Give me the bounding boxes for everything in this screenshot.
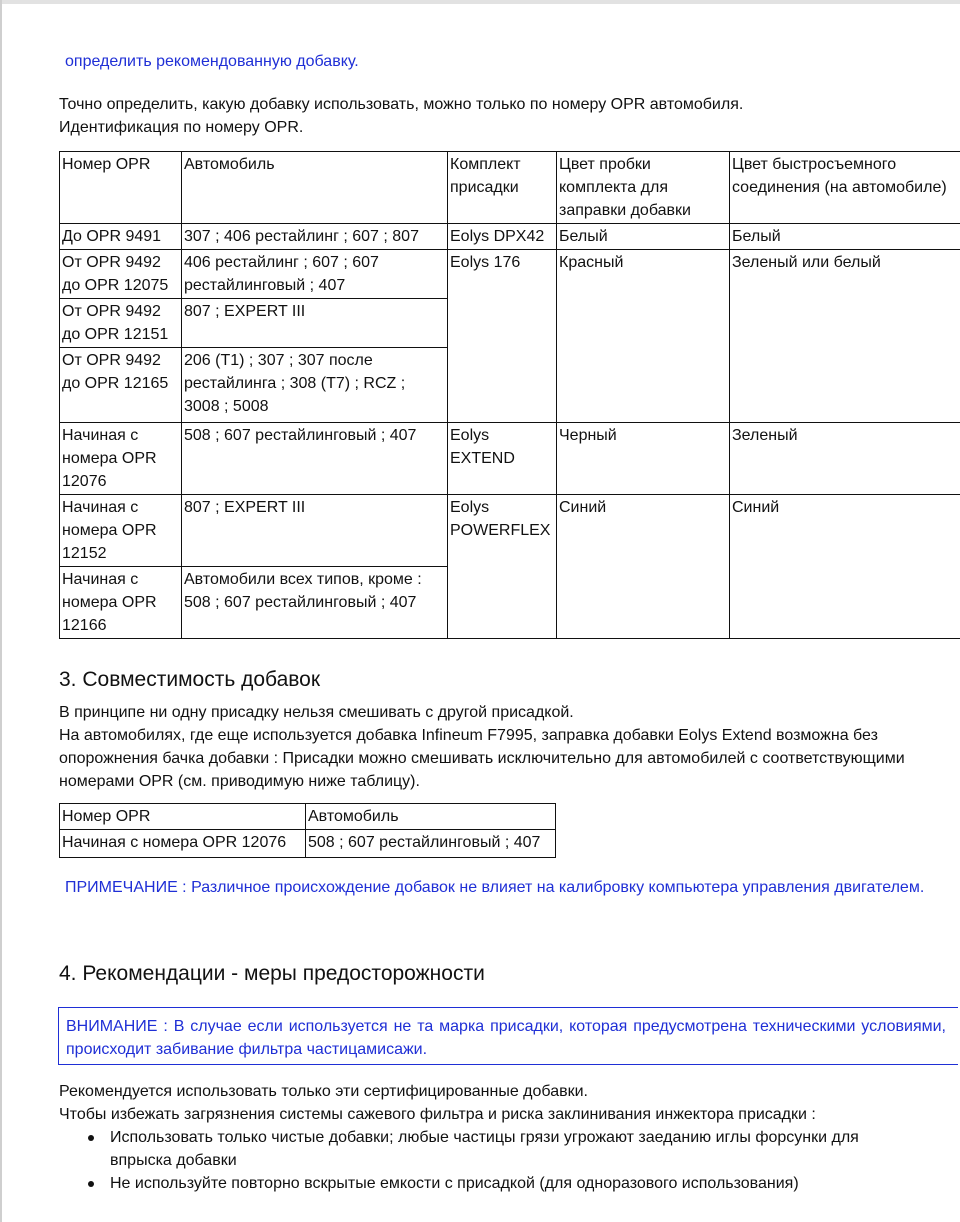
section-3-paragraph-2: На автомобилях, где еще используется добавка Infineum F7995, заправка добавки Eolys Extend возможна без опорожнения бачка добавки : Присадки можно смешивать исключительно для автомобилей с соответствующими номерами OPR (см. приводимую ниже таблицу).	[59, 727, 905, 790]
cell-connector-color: Зеленый	[730, 423, 960, 495]
table-row	[60, 495, 960, 567]
cell-car: 807 ; EXPERT III	[182, 495, 448, 567]
section-3-title: 3. Совместимость добавок	[59, 668, 321, 691]
cell-opr: От OPR 9492 до OPR 12151	[60, 299, 182, 348]
mixing-table	[59, 803, 556, 858]
cell-connector-color: Синий	[730, 495, 960, 639]
cell-kit: Eolys POWERFLEX	[448, 495, 557, 639]
header-connector-color: Цвет быстросъемного соединения (на автомобиле)	[730, 152, 960, 224]
section-4-paragraph-1: Рекомендуется использовать только эти сертифицированные добавки.	[59, 1083, 588, 1100]
cell-car: 406 рестайлинг ; 607 ; 607 рестайлинговый ; 407	[182, 250, 448, 299]
cell-kit: Eolys EXTEND	[448, 423, 557, 495]
cell-opr: Начиная с номера OPR 12152	[60, 495, 182, 567]
bullet-icon	[88, 1135, 94, 1141]
note-paragraph: ПРИМЕЧАНИЕ : Различное происхождение добавок не влияет на калибровку компьютера управления двигателем.	[65, 879, 925, 896]
cell-car: 508 ; 607 рестайлинговый ; 407	[182, 423, 448, 495]
section-4-title: 4. Рекомендации - меры предосторожности	[59, 962, 485, 985]
table-header-row	[60, 152, 960, 224]
table-row	[60, 423, 960, 495]
cell-kit: Eolys 176	[448, 250, 557, 423]
warning-text: ВНИМАНИЕ : В случае если используется не та марка присадки, которая предусмотрена техническими условиями, происходит забивание фильтра частицамисажи.	[66, 1018, 946, 1058]
header-kit: Комплект присадки	[448, 152, 557, 224]
cell-cap-color: Синий	[557, 495, 730, 639]
cell-car: 508 ; 607 рестайлинговый ; 407	[306, 830, 556, 858]
cell-car: Автомобили всех типов, кроме : 508 ; 607 рестайлинговый ; 407	[182, 567, 448, 639]
header-opr: Номер OPR	[60, 804, 306, 830]
precautions-list	[59, 1126, 919, 1195]
cell-opr: Начиная с номера OPR 12076	[60, 830, 306, 858]
table-row	[60, 830, 556, 858]
cell-opr: До OPR 9491	[60, 224, 182, 250]
section-3-paragraph-1: В принципе ни одну присадку нельзя смешивать с другой присадкой.	[59, 704, 574, 721]
intro-line-2: Идентификация по номеру OPR.	[59, 119, 304, 136]
top-edge	[0, 0, 960, 4]
page-left-edge	[0, 0, 2, 1222]
cell-opr: От OPR 9492 до OPR 12075	[60, 250, 182, 299]
cell-cap-color: Черный	[557, 423, 730, 495]
cell-connector-color: Зеленый или белый	[730, 250, 960, 423]
cell-opr: От OPR 9492 до OPR 12165	[60, 348, 182, 423]
list-item-text: Использовать только чистые добавки; любые частицы грязи угрожают заеданию иглы форсунки для впрыска добавки	[110, 1129, 859, 1169]
cell-cap-color: Белый	[557, 224, 730, 250]
cell-kit: Eolys DPX42	[448, 224, 557, 250]
recommended-additive-link[interactable]: определить рекомендованную добавку.	[65, 53, 359, 70]
intro-line-1: Точно определить, какую добавку использовать, можно только по номеру OPR автомобиля.	[59, 96, 744, 113]
section-4-paragraph-2: Чтобы избежать загрязнения системы сажевого фильтра и риска заклинивания инжектора присадки :	[59, 1106, 816, 1123]
cell-opr: Начиная с номера OPR 12166	[60, 567, 182, 639]
list-item-text: Не используйте повторно вскрытые емкости с присадкой (для одноразового использования)	[110, 1175, 799, 1192]
bullet-icon	[88, 1181, 94, 1187]
list-item	[59, 1172, 919, 1195]
table-header-row	[60, 804, 556, 830]
header-opr: Номер OPR	[60, 152, 182, 224]
header-car: Автомобиль	[182, 152, 448, 224]
header-car: Автомобиль	[306, 804, 556, 830]
table-row	[60, 250, 960, 299]
cell-car: 307 ; 406 рестайлинг ; 607 ; 807	[182, 224, 448, 250]
header-cap-color: Цвет пробки комплекта для заправки добавки	[557, 152, 730, 224]
list-item	[59, 1126, 919, 1172]
cell-cap-color: Красный	[557, 250, 730, 423]
cell-car: 807 ; EXPERT III	[182, 299, 448, 348]
cell-car: 206 (T1) ; 307 ; 307 после рестайлинга ; 308 (T7) ; RCZ ; 3008 ; 5008	[182, 348, 448, 423]
table-row	[60, 224, 960, 250]
cell-connector-color: Белый	[730, 224, 960, 250]
opr-identification-table	[59, 151, 960, 639]
cell-opr: Начиная с номера OPR 12076	[60, 423, 182, 495]
